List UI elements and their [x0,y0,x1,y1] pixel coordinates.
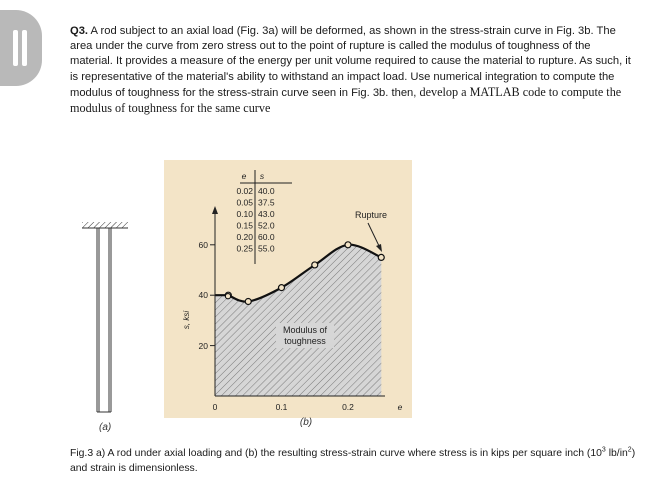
area-label-line1: Modulus of [282,325,328,335]
x-tick-label: 0.1 [275,402,288,412]
table-header-e: e [241,171,247,181]
table-cell-e: 0.25 [236,243,253,254]
data-point [312,262,318,268]
data-point [345,242,351,248]
menu-bar-icon [22,30,27,66]
table-cell-s: 37.5 [258,197,275,208]
x-axis-label: e [397,402,403,412]
table-cell-e: 0.05 [236,197,253,208]
area-label-line2: toughness [284,336,326,346]
table-cell-s: 40.0 [258,186,275,196]
data-point [279,285,285,291]
data-point-marker [225,294,230,299]
data-point [378,254,384,260]
question-number: Q3. [70,25,89,37]
table-header-s: s [259,171,265,181]
y-axis-label: s, ksi [182,310,191,330]
caption-sup-square: 2 [627,446,632,454]
data-point [245,299,251,305]
y-tick-label: 20 [198,341,208,351]
label-b: (b) [299,417,313,428]
rupture-label: Rupture [354,210,388,220]
table-cell-s: 55.0 [258,243,275,254]
caption-sup-exponent: 3 [601,446,606,454]
question-text [70,24,636,117]
question-task: develop a MATLAB code to compute the modulus of toughness for the same curve [70,84,622,116]
ceiling-hatch [82,222,128,228]
rod-diagram [82,222,128,433]
caption-part3: ) and strain is dimensionless. [70,448,636,474]
table-cell-e: 0.15 [236,220,253,231]
table-cell-s: 52.0 [258,220,275,231]
table-cell-e: 0.20 [236,232,253,242]
y-tick-label: 40 [198,290,208,300]
table-cell-s: 43.0 [258,209,275,219]
menu-bar-icon [13,30,18,66]
figure-caption [70,447,640,476]
menu-handle-button[interactable] [0,10,42,86]
x-tick-label: 0.2 [342,402,354,412]
caption-part1: Fig.3 a) A rod under axial loading and (b) the resulting stress-strain curve where stress is in kips per square inch (10 [70,448,602,459]
table-cell-s: 60.0 [258,232,275,242]
table-cell-e: 0.02 [236,186,253,196]
x-tick-label: 0 [212,402,218,412]
y-tick-label: 60 [198,240,208,250]
label-a: (a) [99,422,112,433]
question-body: A rod subject to an axial load (Fig. 3a) will be deformed, as shown in the stress-strain curve in Fig. 3b. The area under the curve from zero stress out to the point of rupture is called the modulus of toughness of the material. It provides a measure of the energy per unit volume required to cause the material to rupture. As such, it is representative of the material's ability to withstand an impact load. Use numerical integration to compute the modulus of toughness for the stress-strain curve seen in Fig. 3b. then, [70,25,631,99]
stress-strain-figure [82,160,417,435]
caption-part2: lb/in [605,448,628,459]
table-cell-e: 0.10 [236,209,253,219]
